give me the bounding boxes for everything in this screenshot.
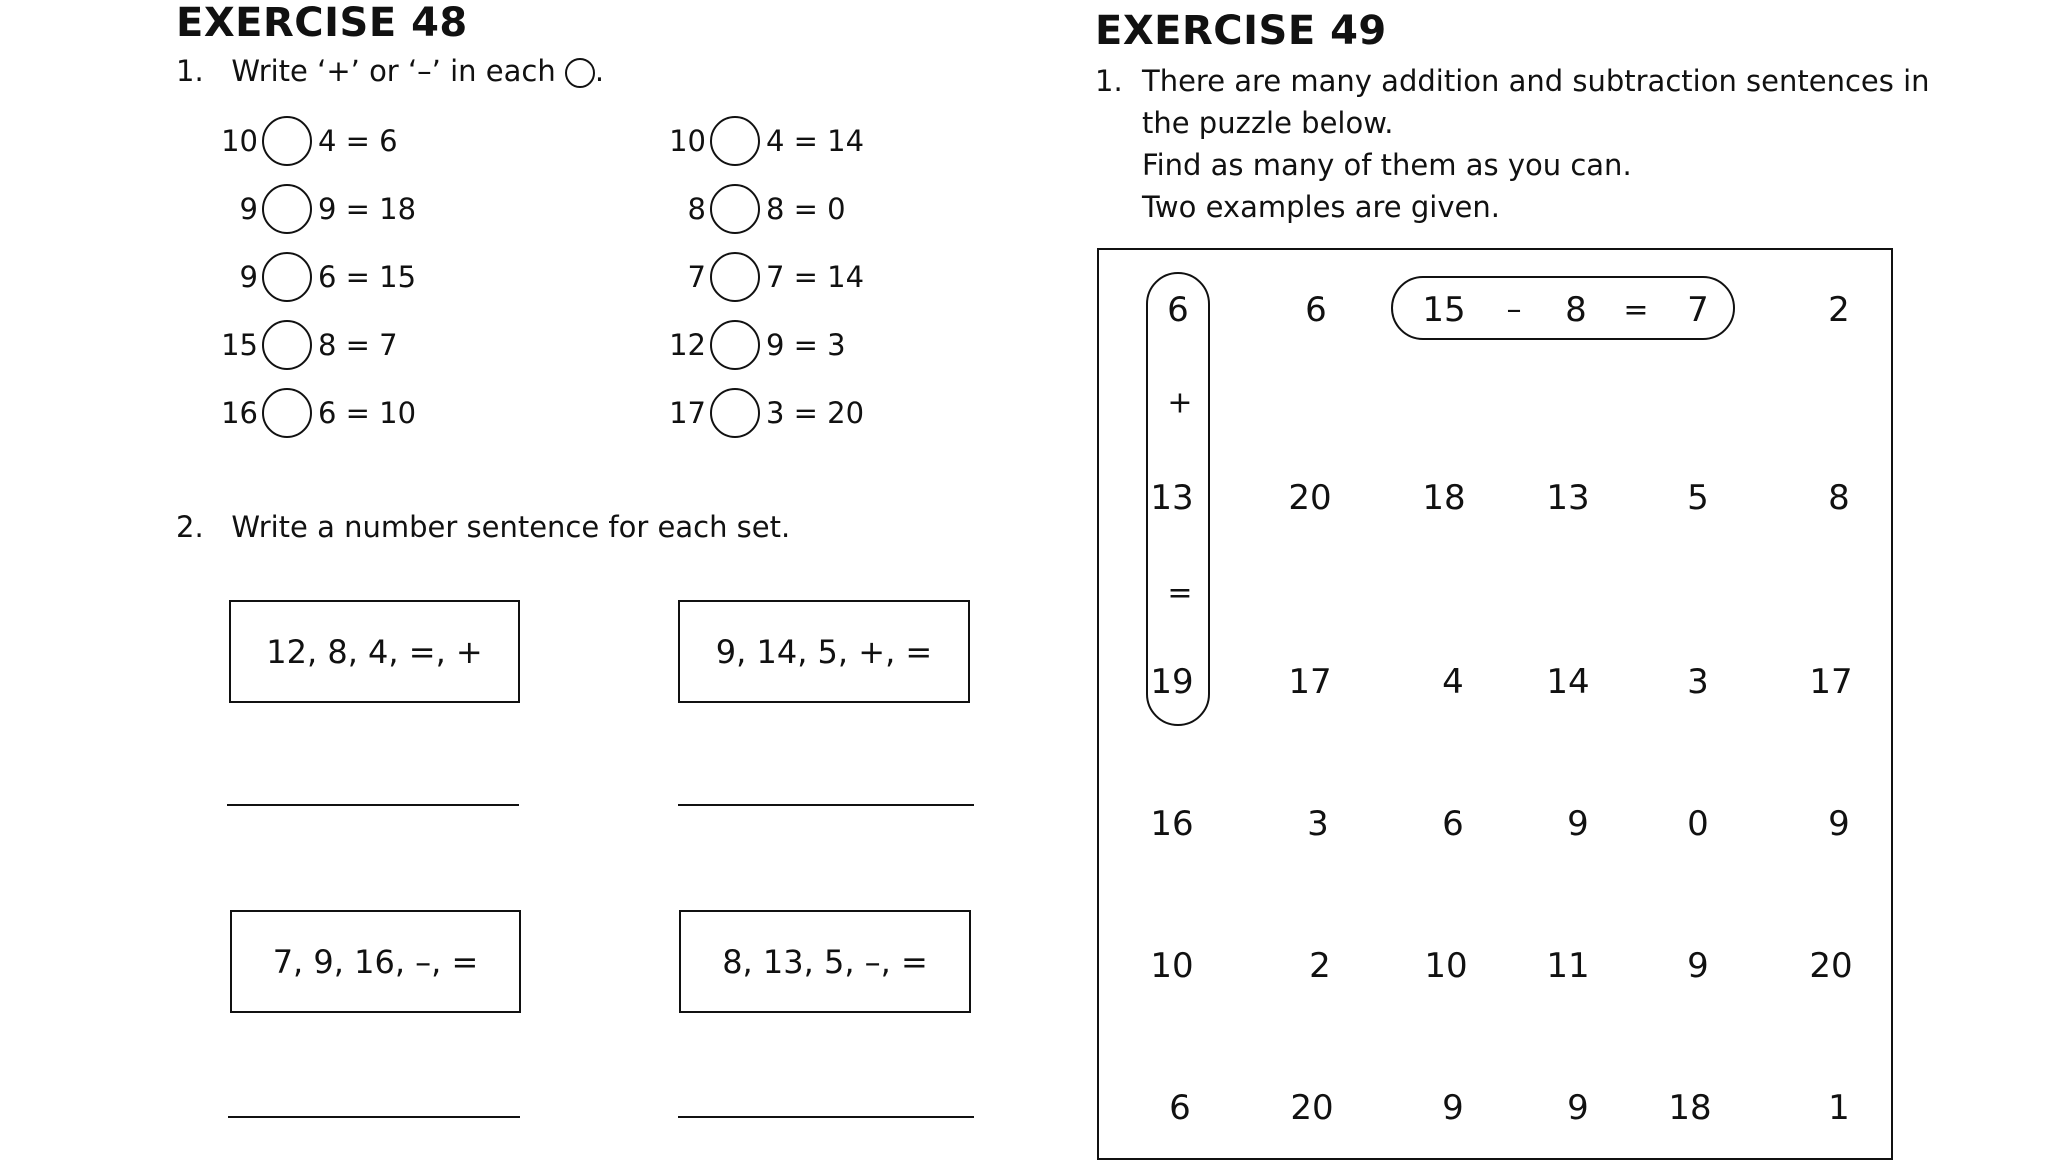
answer-circle[interactable] [710,388,760,438]
grid-cell[interactable]: + [1167,385,1193,421]
puzzle-grid [1097,248,1893,1160]
exercise-48-title: EXERCISE 48 [176,0,468,46]
question-number: 2. [176,510,204,544]
answer-circle[interactable] [262,320,312,370]
grid-cell[interactable]: 9 [1567,1088,1589,1128]
number-set-box: 12, 8, 4, =, + [229,600,520,703]
grid-cell[interactable]: – [1506,292,1522,328]
grid-cell[interactable]: 20 [1288,478,1332,518]
grid-cell[interactable]: 13 [1150,478,1194,518]
operand: 9 [239,260,258,294]
grid-cell[interactable]: 9 [1828,804,1850,844]
equation-row [208,385,416,441]
equation-rest: 4 = 14 [766,124,865,158]
grid-cell[interactable]: 6 [1442,804,1464,844]
answer-circle[interactable] [262,252,312,302]
question-text: Write a number sentence for each set. [231,510,791,544]
ex48-question-1 [176,54,604,88]
equation-rest: 8 = 7 [318,328,398,362]
circle-icon [565,58,595,88]
grid-cell[interactable]: 19 [1150,662,1194,702]
equation-rest: 3 = 20 [766,396,865,430]
operand: 9 [239,192,258,226]
number-set-box: 8, 13, 5, –, = [679,910,971,1013]
equation-row [208,181,416,237]
equation-row [656,385,864,441]
grid-cell[interactable]: 8 [1828,478,1850,518]
grid-cell[interactable]: 6 [1167,290,1189,330]
ex49-question-line: Two examples are given. [1142,190,1500,224]
grid-cell[interactable]: 18 [1422,478,1466,518]
equation-rest: 7 = 14 [766,260,865,294]
grid-cell[interactable]: 17 [1809,662,1853,702]
ex48-question-2 [176,510,790,544]
grid-cell[interactable]: 10 [1424,946,1468,986]
ex49-question-line: Find as many of them as you can. [1142,148,1632,182]
grid-cell[interactable]: 6 [1305,290,1327,330]
equation-row [656,181,846,237]
grid-cell[interactable]: 10 [1150,946,1194,986]
grid-cell[interactable]: 5 [1687,478,1709,518]
answer-circle[interactable] [710,320,760,370]
equation-row [656,317,846,373]
operand: 10 [221,124,258,158]
grid-cell[interactable]: 14 [1546,662,1590,702]
equation-row [656,113,864,169]
operand: 10 [669,124,706,158]
grid-cell[interactable]: 16 [1150,804,1194,844]
answer-circle[interactable] [710,184,760,234]
grid-cell[interactable]: 20 [1809,946,1853,986]
ex49-question-line: the puzzle below. [1142,106,1394,140]
grid-cell[interactable]: 1 [1828,1088,1850,1128]
answer-line[interactable] [228,1116,520,1118]
question-text: Write ‘+’ or ‘–’ in each [231,54,556,88]
equation-rest: 9 = 18 [318,192,417,226]
grid-cell[interactable]: 17 [1288,662,1332,702]
grid-cell[interactable]: 20 [1290,1088,1334,1128]
equation-rest: 9 = 3 [766,328,846,362]
ex49-question-line: There are many addition and subtraction sentences in [1142,64,1930,98]
grid-cell[interactable]: 0 [1687,804,1709,844]
equation-rest: 8 = 0 [766,192,846,226]
answer-circle[interactable] [262,116,312,166]
equation-rest: 6 = 10 [318,396,417,430]
grid-cell[interactable]: 15 [1422,290,1466,330]
grid-cell[interactable]: 7 [1687,290,1709,330]
equation-row [208,249,416,305]
grid-cell[interactable]: 3 [1687,662,1709,702]
ex49-question-number: 1. [1095,64,1123,98]
answer-circle[interactable] [710,116,760,166]
grid-cell[interactable]: 13 [1546,478,1590,518]
operand: 17 [669,396,706,430]
grid-cell[interactable]: 2 [1309,946,1331,986]
grid-cell[interactable]: = [1167,575,1193,611]
exercise-49-title: EXERCISE 49 [1095,8,1387,54]
grid-cell[interactable]: 8 [1565,290,1587,330]
grid-cell[interactable]: 9 [1687,946,1709,986]
grid-cell[interactable]: 2 [1828,290,1850,330]
operand: 16 [221,396,258,430]
operand: 12 [669,328,706,362]
answer-circle[interactable] [262,388,312,438]
question-number: 1. [176,54,204,88]
equation-rest: 6 = 15 [318,260,417,294]
answer-line[interactable] [678,804,974,806]
grid-cell[interactable]: 11 [1546,946,1590,986]
question-text-end: . [594,54,605,88]
operand: 8 [687,192,706,226]
answer-line[interactable] [678,1116,974,1118]
grid-cell[interactable]: 9 [1442,1088,1464,1128]
answer-line[interactable] [227,804,519,806]
grid-cell[interactable]: 6 [1169,1088,1191,1128]
operand: 15 [221,328,258,362]
grid-cell[interactable]: 4 [1442,662,1464,702]
answer-circle[interactable] [710,252,760,302]
grid-cell[interactable]: 9 [1567,804,1589,844]
equation-row [208,113,398,169]
grid-cell[interactable]: = [1623,292,1649,328]
operand: 7 [687,260,706,294]
grid-cell[interactable]: 18 [1668,1088,1712,1128]
equation-row [208,317,398,373]
grid-cell[interactable]: 3 [1307,804,1329,844]
equation-row [656,249,864,305]
equation-rest: 4 = 6 [318,124,398,158]
answer-circle[interactable] [262,184,312,234]
number-set-box: 9, 14, 5, +, = [678,600,970,703]
number-set-box: 7, 9, 16, –, = [230,910,521,1013]
